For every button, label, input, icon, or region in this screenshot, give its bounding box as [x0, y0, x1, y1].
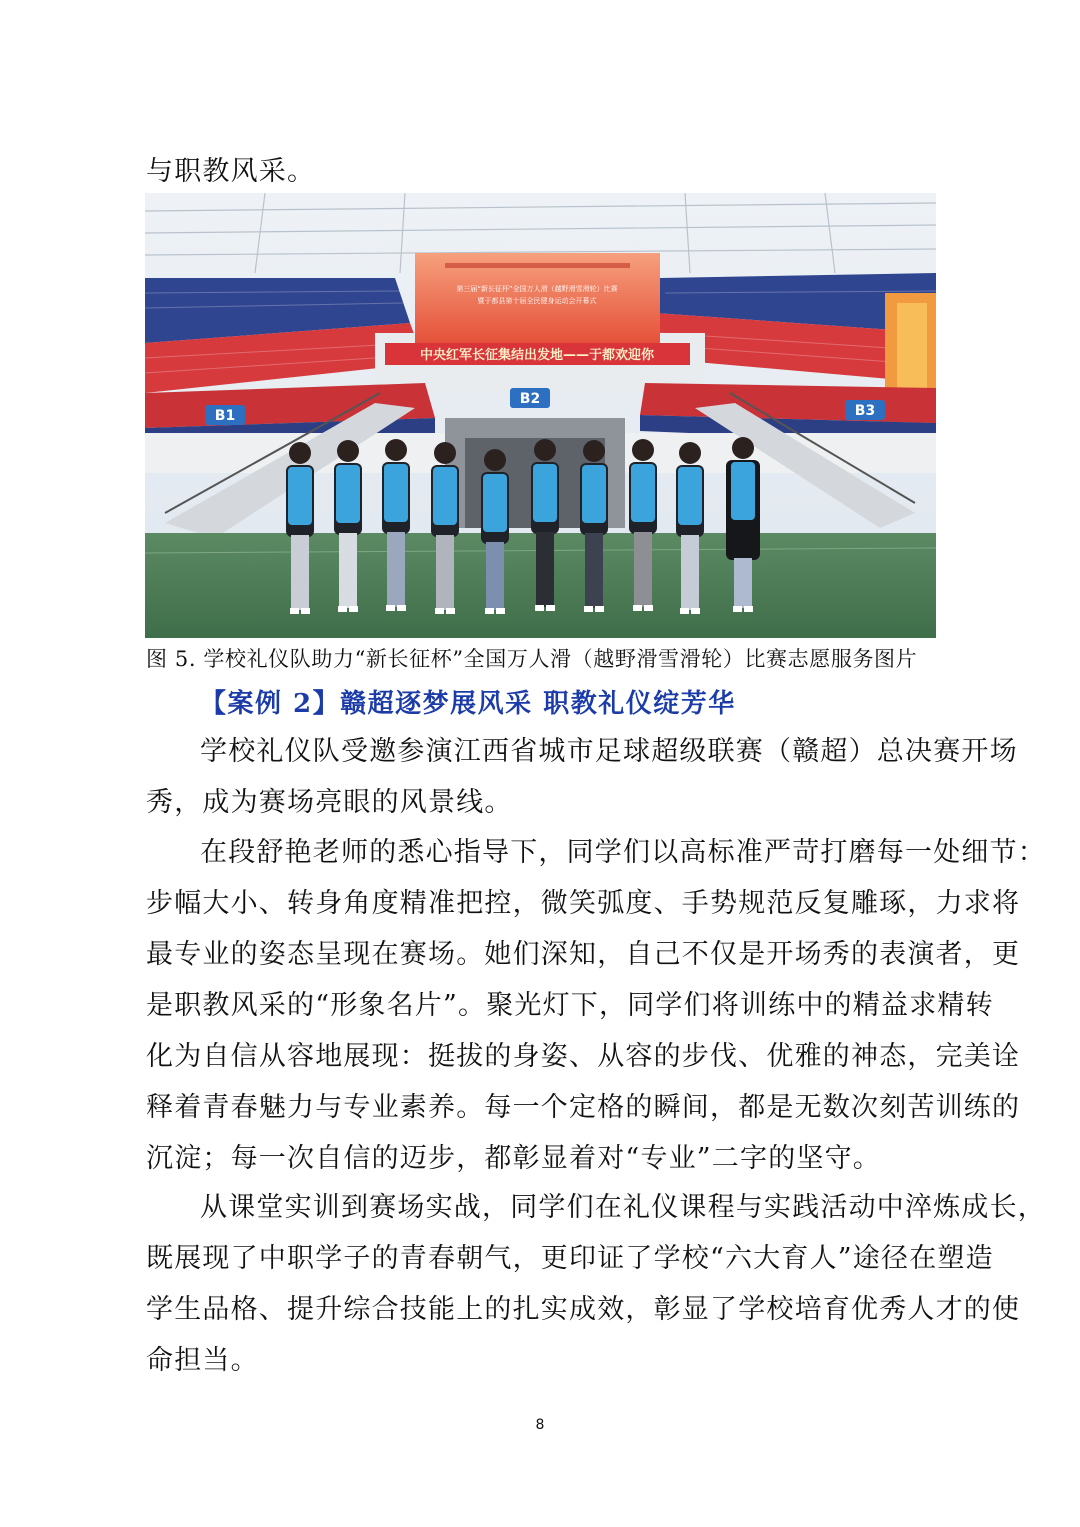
text-line: 学校礼仪队受邀参演江西省城市足球超级联赛（赣超）总决赛开场 — [200, 736, 1018, 767]
paragraph-1 — [146, 726, 1018, 828]
text-line: 步幅大小、转身角度精准把控，微笑弧度、手势规范反复雕琢，力求将 — [146, 888, 1021, 919]
stand-label-b3: B3 — [854, 403, 876, 419]
case-heading: 【案例 2】赣超逐梦展风采 职教礼仪绽芳华 — [200, 689, 736, 719]
text-line: 从课堂实训到赛场实战，同学们在礼仪课程与实践活动中淬炼成长， — [200, 1192, 1046, 1223]
text-line: 沉淀；每一次自信的迈步，都彰显着对“专业”二字的坚守。 — [146, 1143, 882, 1174]
text-line: 与职教风采。 — [146, 156, 316, 187]
stand-label-b2: B2 — [519, 391, 541, 407]
stand-label-b1: B1 — [214, 408, 236, 424]
volunteer-team-photo — [145, 193, 936, 638]
banner-line-2: 暨于都县第十届全民健身运动会开幕式 — [477, 297, 597, 305]
continued-text-line — [146, 146, 936, 197]
text-line: 既展现了中职学子的青春朝气，更印证了学校“六大育人”途径在塑造 — [146, 1243, 994, 1274]
page-number: 8 — [535, 1417, 545, 1433]
text-line: 学生品格、提升综合技能上的扎实成效，彰显了学校培育优秀人才的使 — [146, 1294, 1021, 1325]
paragraph-3 — [146, 1182, 1046, 1386]
text-line: 最专业的姿态呈现在赛场。她们深知，自己不仅是开场秀的表演者，更 — [146, 939, 1021, 970]
slogan-banner: 中央红军长征集结出发地——于都欢迎你 — [419, 348, 655, 363]
paragraph-2 — [146, 827, 1046, 1184]
text-line: 化为自信从容地展现：挺拔的身姿、从容的步伐、优雅的神态，完美诠 — [146, 1041, 1021, 1072]
text-line: 命担当。 — [146, 1345, 259, 1376]
text-line: 是职教风采的“形象名片”。聚光灯下，同学们将训练中的精益求精转 — [146, 990, 994, 1021]
figure-caption: 图 5. 学校礼仪队助力“新长征杯”全国万人滑（越野滑雪滑轮）比赛志愿服务图片 — [146, 647, 918, 671]
text-line: 释着青春魅力与专业素养。每一个定格的瞬间，都是无数次刻苦训练的 — [146, 1092, 1021, 1123]
banner-line-1: 第三届“新长征杯”全国万人滑（越野滑雪滑轮）比赛 — [456, 285, 618, 293]
text-line: 秀，成为赛场亮眼的风景线。 — [146, 787, 513, 818]
text-line: 在段舒艳老师的悉心指导下，同学们以高标准严苛打磨每一处细节： — [200, 837, 1046, 868]
